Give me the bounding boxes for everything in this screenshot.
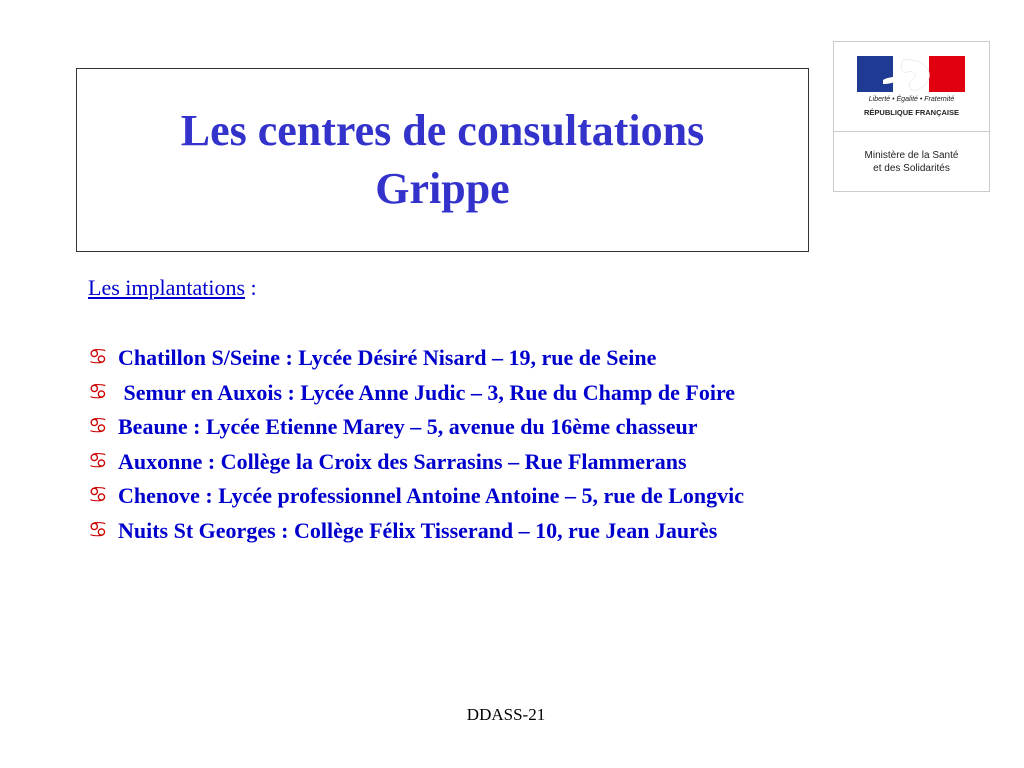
flag-blue-band: [857, 56, 893, 92]
location-text: Chenove : Lycée professionnel Antoine Antoine – 5, rue de Longvic: [118, 483, 744, 508]
cancer-sign-bullet-icon: ♋: [88, 345, 108, 370]
ministry-line-1: Ministère de la Santé: [864, 150, 959, 161]
logo-republique: RÉPUBLIQUE FRANÇAISE: [863, 108, 959, 117]
locations-list: [88, 341, 744, 548]
location-item: [88, 479, 744, 514]
footer: [0, 705, 1024, 725]
title-box: [76, 68, 809, 252]
location-item: [88, 376, 744, 411]
footer-text: DDASS-21: [466, 705, 546, 724]
flag-red-band: [929, 56, 965, 92]
logo-motto: Liberté • Égalité • Fraternité: [868, 96, 955, 103]
implantations-heading: [88, 274, 257, 302]
location-text: Chatillon S/Seine : Lycée Désiré Nisard – 19, rue de Seine: [118, 345, 657, 370]
location-item: [88, 341, 744, 376]
location-text: Auxonne : Collège la Croix des Sarrasins – Rue Flammerans: [118, 448, 687, 474]
location-item: [88, 445, 744, 480]
title-line-2: Grippe: [375, 164, 510, 213]
implantations-label: Les implantations: [88, 275, 246, 300]
location-item: [88, 410, 744, 445]
ministry-line-2: et des Solidarités: [873, 163, 950, 174]
location-item: [88, 514, 744, 549]
location-text: Beaune : Lycée Etienne Marey – 5, avenue du 16ème chasseur: [118, 414, 698, 439]
title-line-1: Les centres de consultations: [180, 106, 705, 155]
cancer-sign-bullet-icon: ♋: [88, 517, 108, 543]
logo-ministry: [834, 149, 989, 175]
cancer-sign-bullet-icon: ♋: [88, 414, 108, 439]
implantations-colon: :: [245, 275, 257, 300]
location-text: Semur en Auxois : Lycée Anne Judic – 3, Rue du Champ de Foire: [118, 379, 736, 405]
cancer-sign-bullet-icon: ♋: [88, 448, 108, 474]
marianne-flag-icon: [857, 56, 965, 92]
cancer-sign-bullet-icon: ♋: [88, 379, 108, 405]
location-text: Nuits St Georges : Collège Félix Tisserand – 10, rue Jean Jaurès: [118, 517, 718, 543]
cancer-sign-bullet-icon: ♋: [88, 483, 108, 508]
republique-francaise-logo: [833, 41, 990, 192]
logo-divider: [834, 131, 989, 132]
